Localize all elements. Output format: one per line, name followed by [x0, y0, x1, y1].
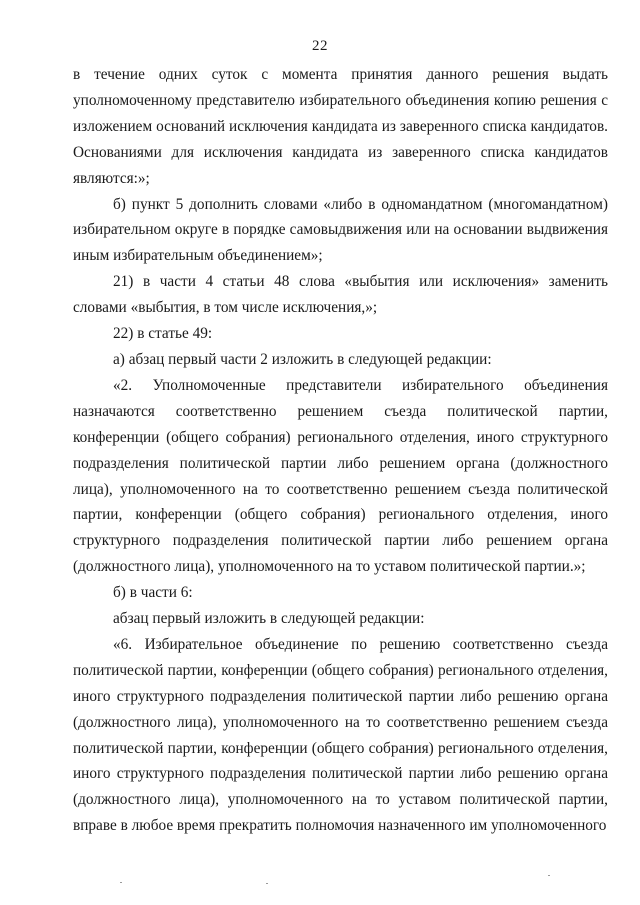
scan-artifact	[120, 882, 122, 883]
paragraph-item-22: 22) в статье 49:	[113, 325, 213, 343]
scan-artifact	[548, 875, 550, 876]
paragraph-quote-6: «6. Избирательное объединение по решению соответственно съезда политической партии, конференции (общего собрания) регионального отделения, иного структурного подразделения политической партии либо решению органа (должностного лица), уполномоченного на то соответственно решением съезда политической партии, конференции (общего собрания) регионального отделения, иного структурного подразделения политической партии либо решению органа (должностного лица), уполномоченного на то уставом политической партии, вправе в любое время прекратить полномочия назначенного им уполномоченного	[73, 635, 608, 835]
scan-artifact	[266, 883, 268, 884]
paragraph-item-a: а) абзац первый части 2 изложить в следующей редакции:	[113, 350, 492, 368]
paragraph-first-abzac: абзац первый изложить в следующей редакции:	[113, 610, 425, 628]
paragraph-quote-2: «2. Уполномоченные представители избирательного объединения назначаются соответственно решением съезда политической партии, конференции (общего собрания) регионального отделения, иного структурного подразделения политической партии либо решением органа (должностного лица), уполномоченного на то соответственно решением съезда политической партии, конференции (общего собрания) регионального отделения, иного структурного подразделения политической партии либо решением органа (должностного лица), уполномоченного на то уставом политической партии.»;	[73, 376, 608, 576]
paragraph-continuation: в течение одних суток с момента принятия данного решения выдать уполномоченному представителю избирательного объединения копию решения с изложением оснований исключения кандидата из заверенного списка кандидатов. Основаниями для исключения кандидата из заверенного списка кандидатов являются:»;	[73, 66, 608, 187]
paragraph-item-b-point-5: б) пункт 5 дополнить словами «либо в одномандатном (многомандатном) избирательном округе в порядке самовыдвижения или на основании выдвижения иным избирательным объединением»;	[73, 195, 608, 265]
document-body	[73, 62, 608, 839]
page-number: 22	[312, 38, 328, 54]
paragraph-item-b-part-6: б) в части 6:	[113, 584, 193, 602]
paragraph-item-21: 21) в части 4 статьи 48 слова «выбытия или исключения» заменить словами «выбытия, в том числе исключения,»;	[73, 273, 608, 317]
